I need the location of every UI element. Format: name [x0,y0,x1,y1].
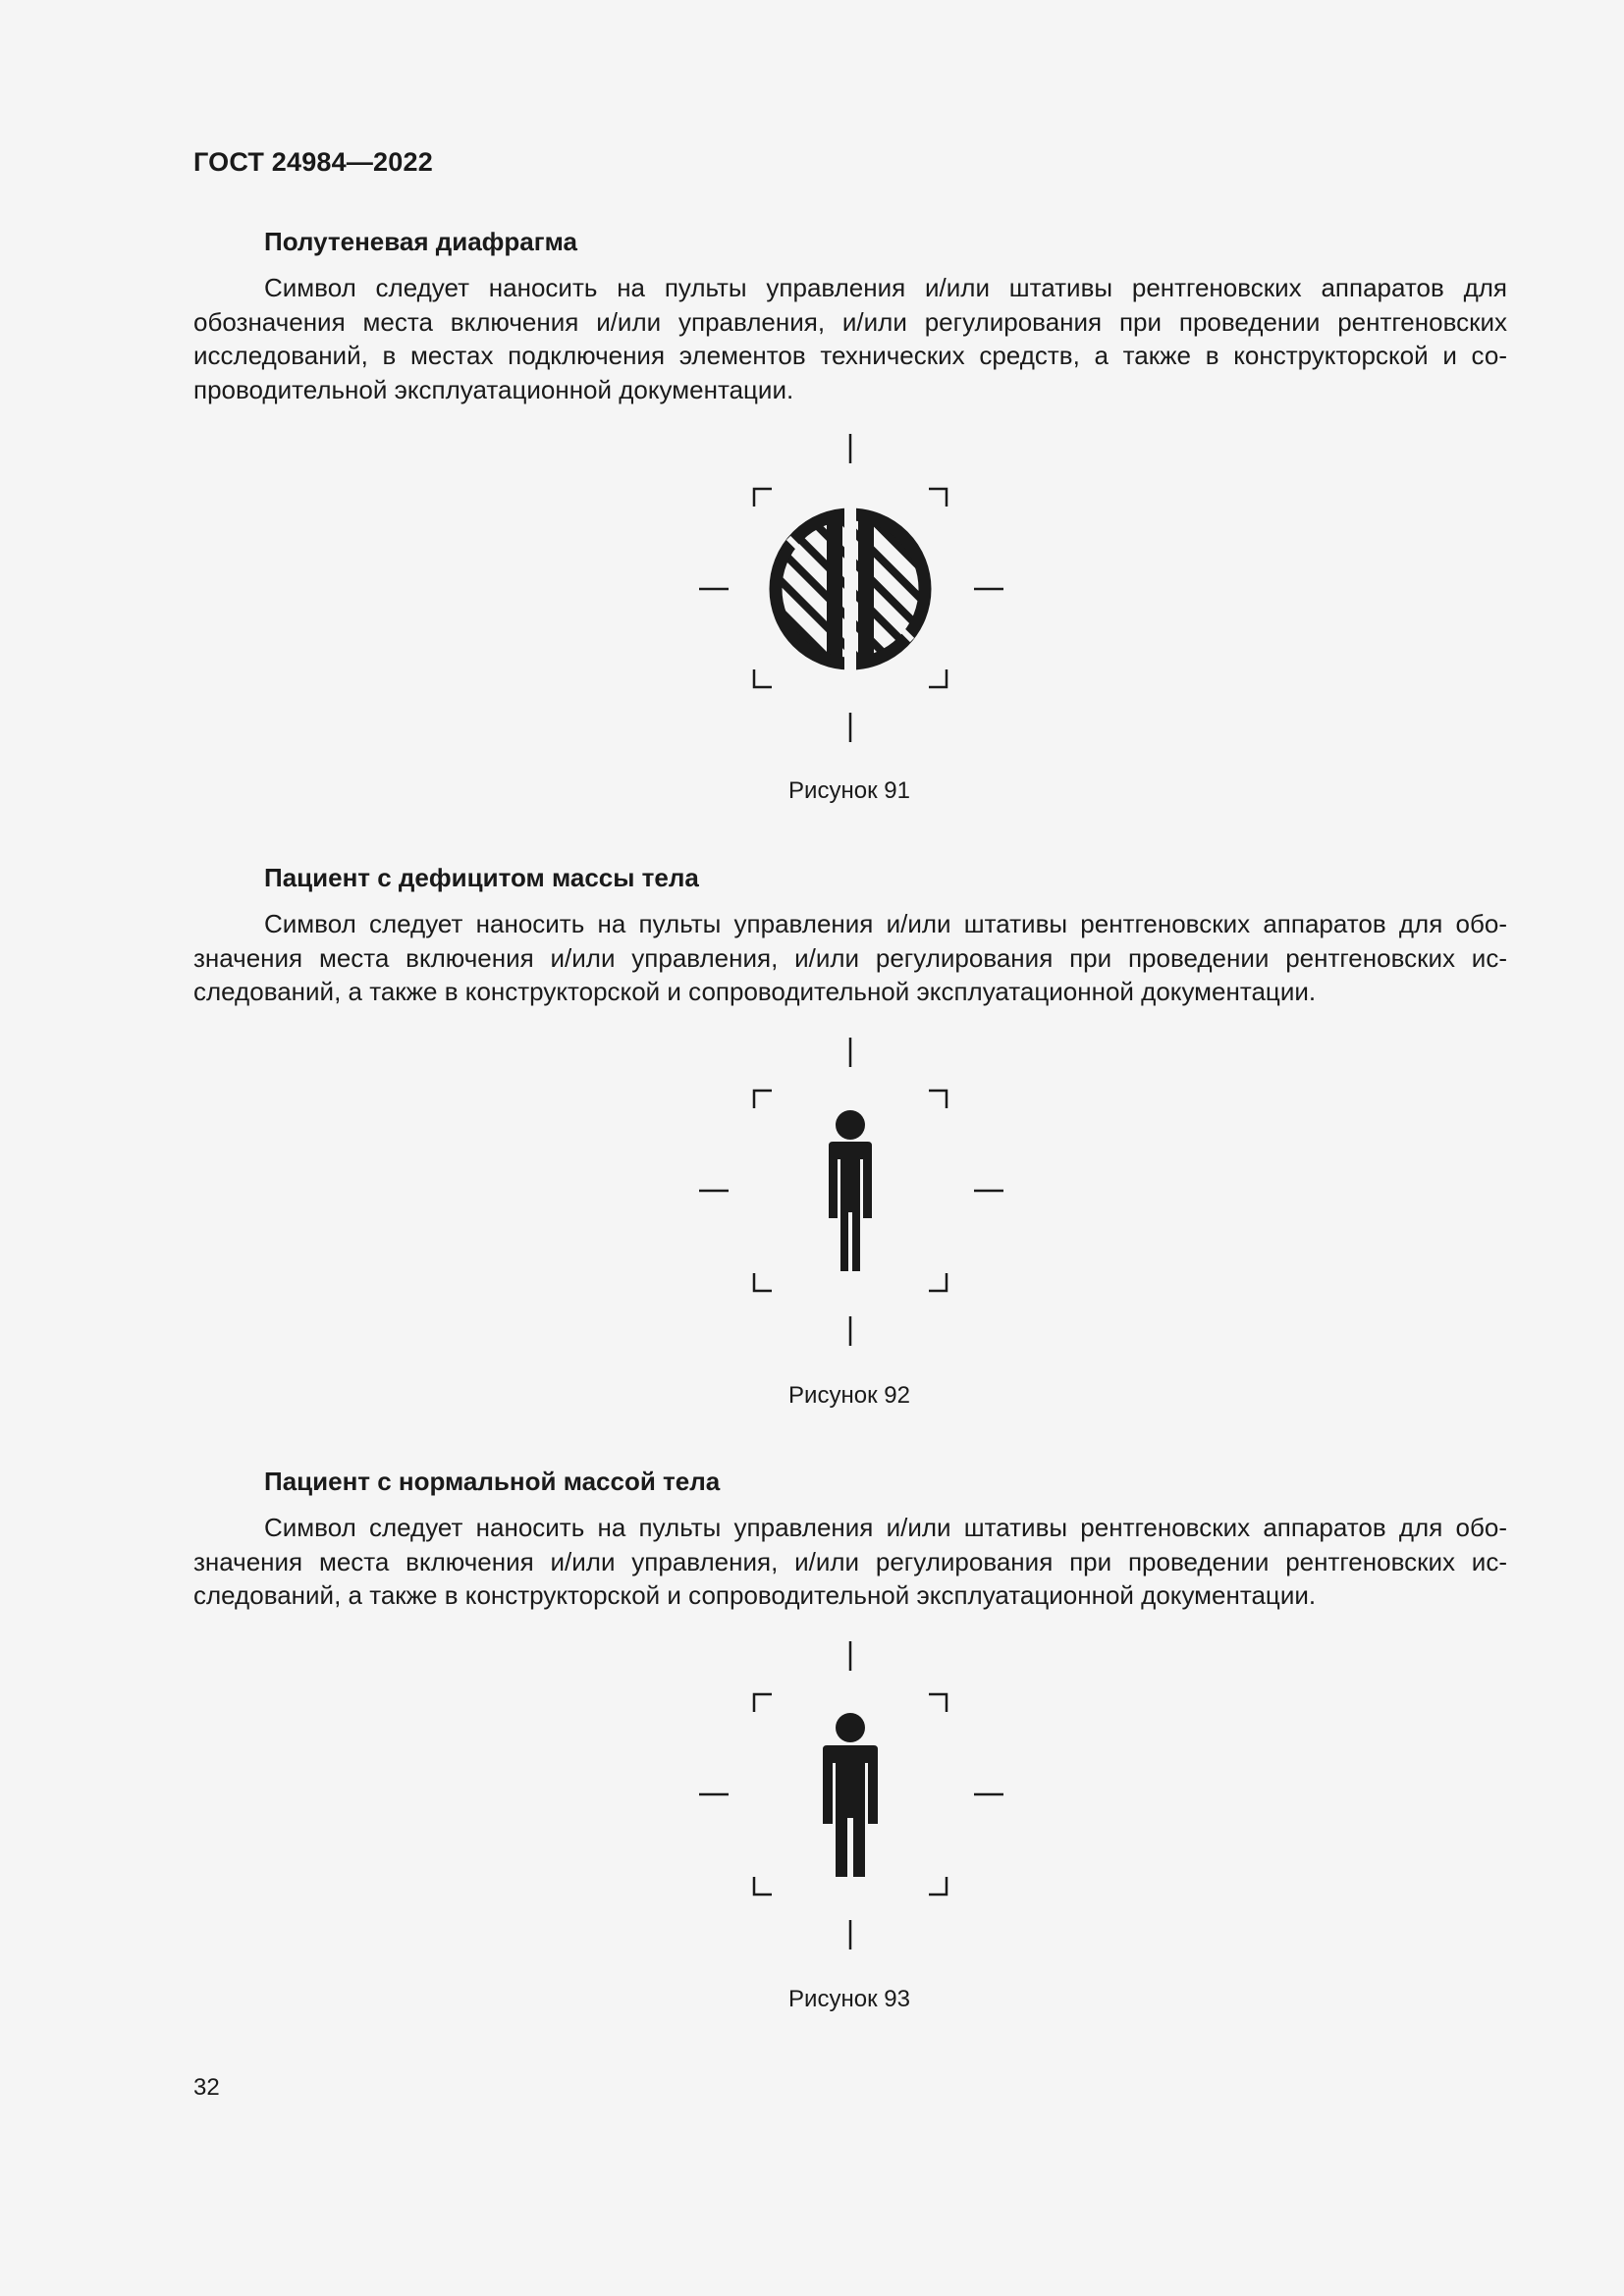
figure-caption: Рисунок 92 [788,1382,910,1409]
page-number: 32 [193,2074,220,2101]
figure-93 [687,1639,1013,1963]
document-header: ГОСТ 24984—2022 [193,147,433,177]
section-body: Символ следует наносить на пульты управления и/или штативы рентгеновских аппаратов для обозначения места включения и/или управления, и/или регулирования при проведении рентгеновских исследований, в местах подключения элементов технических средств, а также в конструкторской и сопроводительной эксплуатационной документации. [193,273,1507,404]
section-body: Символ следует наносить на пульты управления и/или штативы рентгеновских аппаратов для обозначения места включения и/или управления, и/или регулирования при проведении рентгеновских исследований, а также в конструкторской и сопроводительной эксплуатационной документации. [193,909,1507,1006]
figure-91 [687,432,1013,756]
section-half-shadow-diaphragm [193,224,1507,406]
figure-caption: Рисунок 91 [788,777,910,804]
section-title: Пациент с дефицитом массы тела [264,863,699,892]
underweight-patient-icon [687,1036,1013,1360]
figure-caption: Рисунок 93 [788,1986,910,2012]
normal-weight-patient-icon [687,1639,1013,1963]
section-title: Полутеневая диафрагма [264,227,577,256]
section-underweight-patient [193,860,1507,1009]
figure-92 [687,1036,1013,1360]
section-body: Символ следует наносить на пульты управления и/или штативы рентгеновских аппаратов для обозначения места включения и/или управления, и/или регулирования при проведении рентгеновских исследований, а также в конструкторской и сопроводительной эксплуатационной документации. [193,1513,1507,1610]
section-normal-weight-patient [193,1464,1507,1613]
half-shadow-diaphragm-icon [687,432,1013,756]
section-title: Пациент с нормальной массой тела [264,1467,721,1496]
